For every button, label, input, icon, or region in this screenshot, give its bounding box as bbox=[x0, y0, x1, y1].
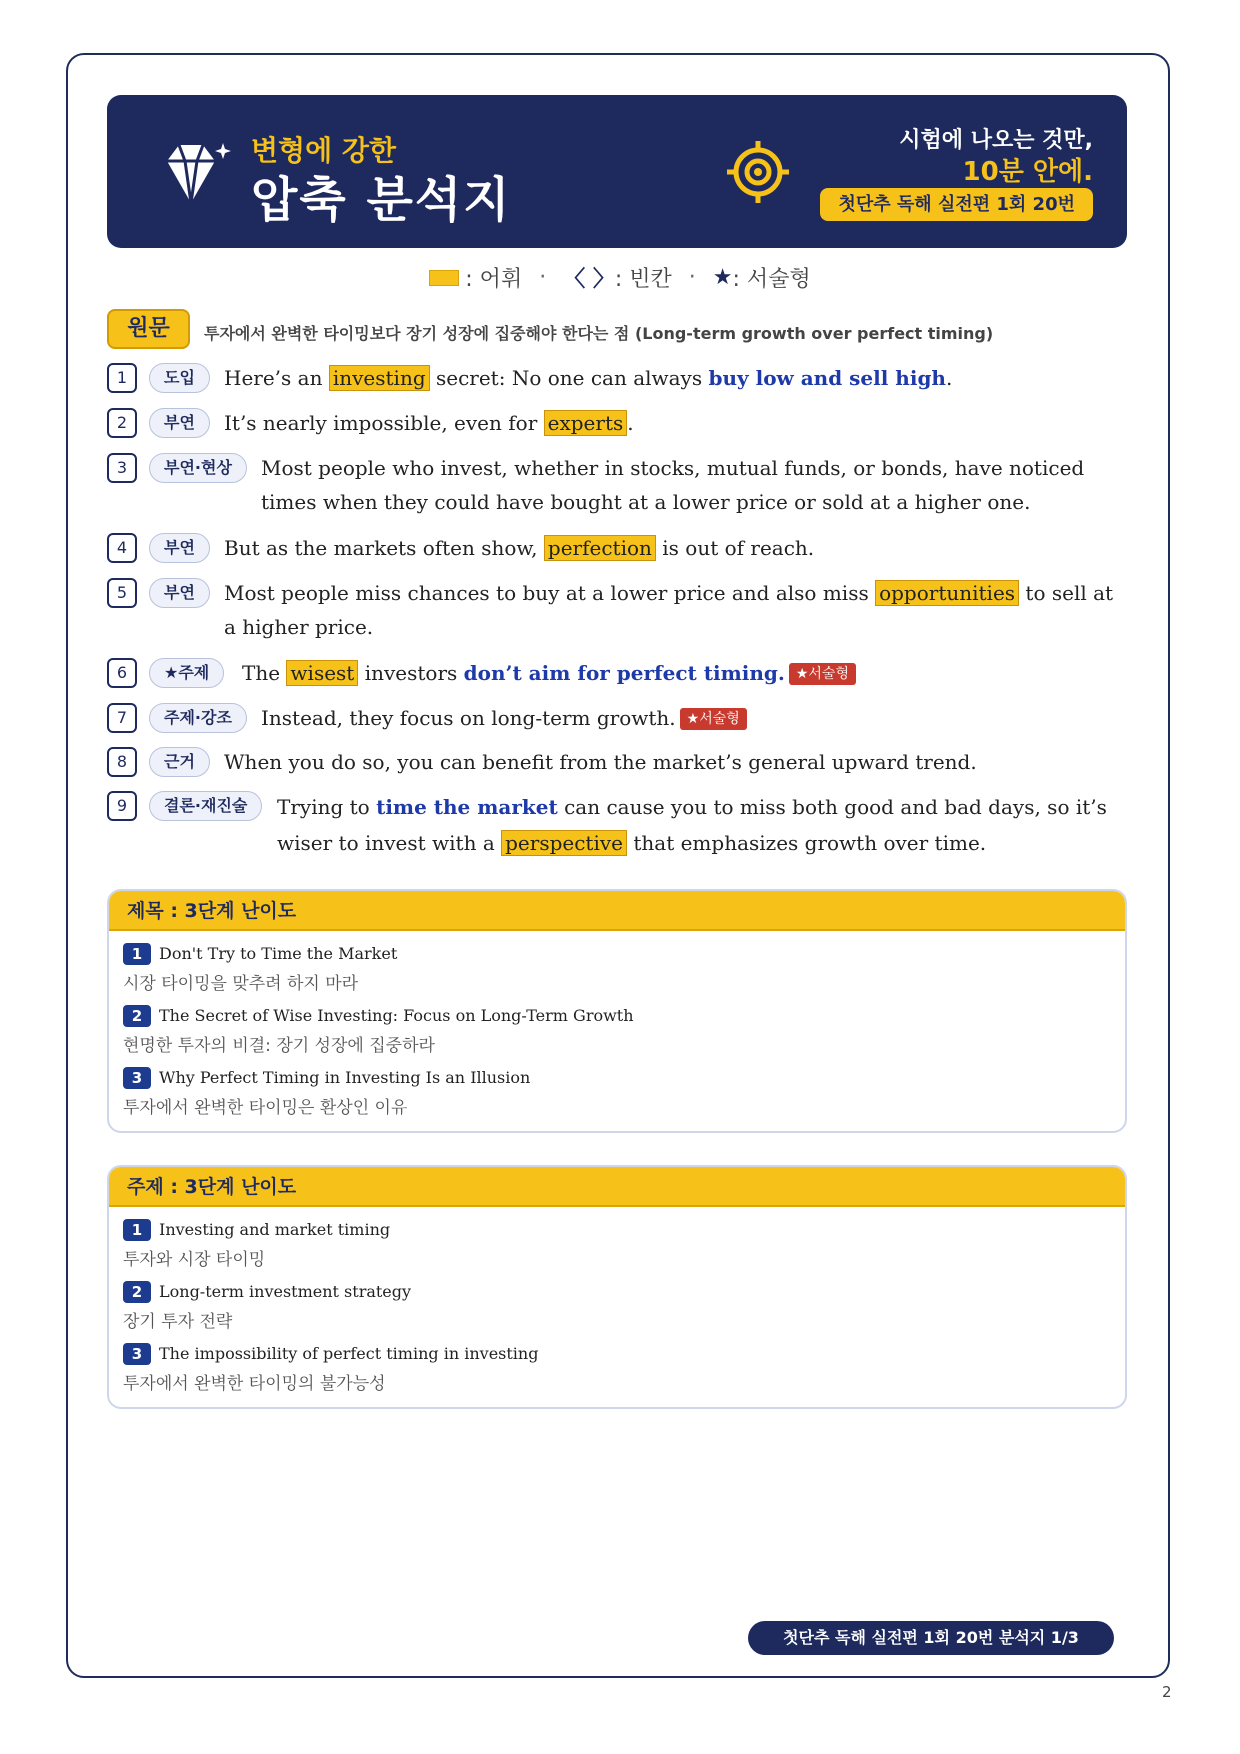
sentence-text bbox=[224, 361, 1127, 395]
option-number: 3 bbox=[123, 1067, 151, 1089]
text-run: It’s nearly impossible, even for bbox=[224, 411, 544, 435]
star-icon: ★ bbox=[712, 265, 733, 290]
text-run: secret: No one can always bbox=[429, 366, 709, 390]
sentence-text bbox=[261, 701, 1127, 735]
vocab-highlight: investing bbox=[329, 365, 430, 391]
source-badge: 원문 bbox=[107, 309, 190, 349]
sentence-tag: 결론·재진술 bbox=[149, 791, 262, 821]
sentence-number: 5 bbox=[107, 578, 137, 608]
text-run: that emphasizes growth over time. bbox=[627, 831, 987, 855]
sentence-number: 1 bbox=[107, 363, 137, 393]
sentence-text bbox=[261, 451, 1127, 519]
text-run: When you do so, you can benefit from the market’s general upward trend. bbox=[224, 750, 977, 774]
title-option-3 bbox=[123, 1067, 1125, 1117]
header-tagline-1: 시험에 나오는 것만, bbox=[899, 128, 1093, 153]
sentence-number: 3 bbox=[107, 453, 137, 483]
option-number: 1 bbox=[123, 943, 151, 965]
text-run: Most people miss chances to buy at a lower price and also miss bbox=[224, 581, 876, 605]
title-box-heading: 제목 : 3단계 난이도 bbox=[109, 891, 1125, 931]
title-option-2 bbox=[123, 1005, 1125, 1055]
text-run: Here’s an bbox=[224, 366, 329, 390]
option-number: 2 bbox=[123, 1281, 151, 1303]
sentence-number: 8 bbox=[107, 747, 137, 777]
legend-vocab: : 어휘 bbox=[465, 267, 523, 292]
sentence-number: 6 bbox=[107, 658, 137, 688]
sentence-2 bbox=[107, 406, 1127, 440]
text-run: But as the markets often show, bbox=[224, 536, 544, 560]
legend bbox=[0, 262, 1240, 293]
sentence-8 bbox=[107, 745, 1127, 779]
text-run: . bbox=[945, 366, 953, 390]
vocab-highlight: perfection bbox=[544, 535, 656, 561]
sentence-number: 9 bbox=[107, 791, 137, 821]
key-phrase: time the market bbox=[376, 795, 558, 819]
option-number: 3 bbox=[123, 1343, 151, 1365]
sentence-5 bbox=[107, 576, 1127, 644]
header-source-pill: 첫단추 독해 실전편 1회 20번 bbox=[820, 188, 1093, 221]
sentence-3 bbox=[107, 451, 1127, 519]
text-run: to sell at a higher price. bbox=[224, 581, 1114, 639]
page-frame bbox=[66, 53, 1170, 1678]
option-number: 2 bbox=[123, 1005, 151, 1027]
option-korean: 현명한 투자의 비결: 장기 성장에 집중하라 bbox=[123, 1036, 435, 1056]
option-korean: 투자와 시장 타이밍 bbox=[123, 1250, 266, 1270]
option-english: Don't Try to Time the Market bbox=[159, 944, 398, 963]
sentence-tag: 부연 bbox=[149, 578, 210, 608]
sentence-tag: 도입 bbox=[149, 363, 210, 393]
sentence-tag: 근거 bbox=[149, 747, 210, 777]
text-run: is out of reach. bbox=[655, 536, 815, 560]
theme-options-box bbox=[107, 1165, 1127, 1409]
title-option-1 bbox=[123, 943, 1125, 993]
option-english: Investing and market timing bbox=[159, 1220, 391, 1239]
sentence-4 bbox=[107, 531, 1127, 565]
source-description: 투자에서 완벽한 타이밍보다 장기 성장에 집중해야 한다는 점 (Long-term growth over perfect timing) bbox=[204, 324, 994, 343]
sentence-7 bbox=[107, 701, 1127, 735]
key-phrase: don’t aim for perfect timing. bbox=[463, 661, 785, 685]
vocab-highlight: wisest bbox=[286, 660, 358, 686]
title-options-box bbox=[107, 889, 1127, 1133]
legend-sep: · bbox=[688, 265, 696, 290]
sentence-text bbox=[224, 745, 1127, 779]
diamond-icon bbox=[159, 139, 231, 209]
text-run: Most people who invest, whether in stocks, mutual funds, or bonds, have noticed times when they could have bought at a lower price or sold at a higher one. bbox=[261, 456, 1085, 514]
text-run: Trying to bbox=[277, 795, 377, 819]
theme-option-2 bbox=[123, 1281, 1125, 1331]
legend-sep: · bbox=[539, 265, 547, 290]
sentence-number: 7 bbox=[107, 703, 137, 733]
text-run: . bbox=[627, 411, 634, 435]
blank-symbol: 〈 〉 bbox=[563, 267, 615, 292]
sentence-text bbox=[277, 789, 1127, 861]
theme-box-heading: 주제 : 3단계 난이도 bbox=[109, 1167, 1125, 1207]
option-english: Long-term investment strategy bbox=[159, 1282, 412, 1301]
text-run: investors bbox=[358, 661, 464, 685]
header-title: 압축 분석지 bbox=[251, 172, 512, 228]
option-english: The Secret of Wise Investing: Focus on Long-Term Growth bbox=[159, 1006, 634, 1025]
essay-badge: ★서술형 bbox=[680, 708, 747, 730]
option-korean: 시장 타이밍을 맞추려 하지 마라 bbox=[123, 974, 359, 994]
sentence-tag: 부연 bbox=[149, 408, 210, 438]
footer-pill: 첫단추 독해 실전편 1회 20번 분석지 1/3 bbox=[748, 1621, 1114, 1655]
legend-essay: : 서술형 bbox=[732, 267, 811, 292]
sentence-tag: 주제·강조 bbox=[149, 703, 247, 733]
theme-option-1 bbox=[123, 1219, 1125, 1269]
sentence-1 bbox=[107, 361, 1127, 395]
vocab-highlight: opportunities bbox=[875, 580, 1019, 606]
option-korean: 투자에서 완벽한 타이밍의 불가능성 bbox=[123, 1374, 386, 1394]
key-phrase: buy low and sell high bbox=[708, 366, 946, 390]
header-tagline-2: 10분 안에. bbox=[962, 157, 1093, 187]
option-english: The impossibility of perfect timing in investing bbox=[159, 1344, 539, 1363]
sentence-9 bbox=[107, 789, 1127, 859]
sentence-number: 2 bbox=[107, 408, 137, 438]
header-subtitle: 변형에 강한 bbox=[251, 134, 396, 167]
option-korean: 투자에서 완벽한 타이밍은 환상인 이유 bbox=[123, 1098, 408, 1118]
sentence-text bbox=[224, 406, 1127, 440]
option-number: 1 bbox=[123, 1219, 151, 1241]
option-korean: 장기 투자 전략 bbox=[123, 1312, 233, 1332]
vocab-highlight: perspective bbox=[501, 830, 627, 856]
sentence-tag: 부연 bbox=[149, 533, 210, 563]
sentence-text bbox=[224, 531, 1127, 565]
sentence-tag: ★주제 bbox=[149, 658, 224, 688]
theme-option-3 bbox=[123, 1343, 1125, 1393]
essay-badge: ★서술형 bbox=[789, 663, 856, 685]
text-run: The bbox=[242, 661, 287, 685]
sentence-number: 4 bbox=[107, 533, 137, 563]
text-run: Instead, they focus on long-term growth. bbox=[261, 706, 676, 730]
vocab-highlight: experts bbox=[544, 410, 628, 436]
sentence-6 bbox=[107, 656, 1127, 690]
sentence-text bbox=[224, 576, 1127, 644]
page-number: 2 bbox=[1162, 1683, 1172, 1701]
sentence-tag: 부연·현상 bbox=[149, 453, 247, 483]
text-run: can cause you to miss both good and bad days, so it’s wiser to invest with a bbox=[277, 795, 1107, 855]
target-icon bbox=[725, 139, 791, 205]
legend-blank: : 빈칸 bbox=[614, 267, 672, 292]
header-banner bbox=[107, 95, 1127, 248]
sentence-text bbox=[242, 656, 1127, 690]
vocab-swatch bbox=[429, 270, 459, 286]
option-english: Why Perfect Timing in Investing Is an Illusion bbox=[159, 1068, 531, 1087]
